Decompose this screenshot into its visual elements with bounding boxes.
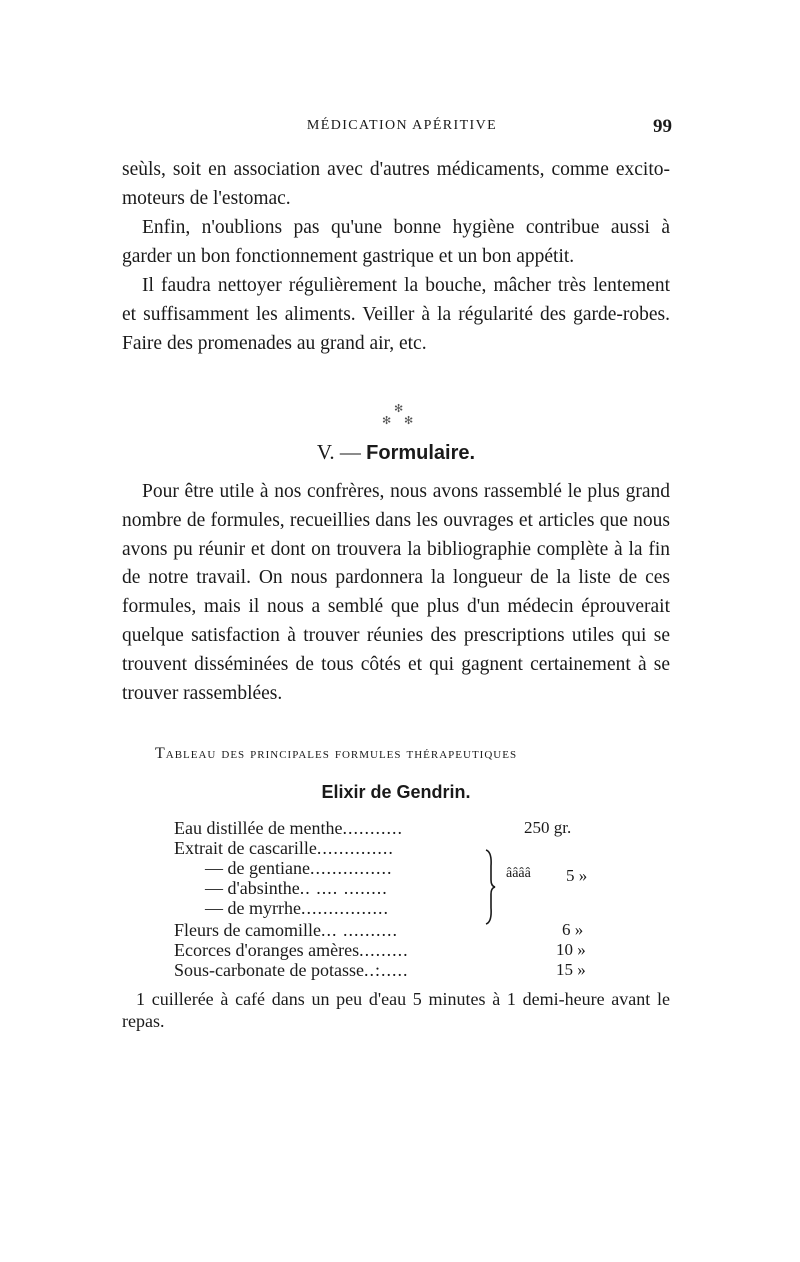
page-header <box>122 118 682 142</box>
paragraph-1: seùls, soit en association avec d'autres médicaments, comme excito-moteurs de l'estomac. <box>122 159 670 209</box>
ingredient-row <box>205 858 392 878</box>
section-separator-asterism: ✻ ✻ ✻ <box>382 403 414 427</box>
ingredient-quantity: 15 » <box>556 960 586 979</box>
leader-dots: ..:..... <box>363 960 409 980</box>
leader-dots: ................ <box>300 898 389 918</box>
ingredient-name: Fleurs de camomille <box>174 920 321 940</box>
page-number: 99 <box>653 116 672 137</box>
ingredient-name: — de myrrhe <box>205 898 301 918</box>
dosage-note: 1 cuillerée à café dans un peu d'eau 5 minutes à 1 demi-heure avant le repas. <box>122 989 670 1031</box>
section-title: Formulaire. <box>366 442 476 464</box>
section-number: V. — <box>316 440 361 464</box>
ingredient-row <box>174 920 398 940</box>
formula-name: Elixir de Gendrin. <box>321 782 471 802</box>
running-title: MÉDICATION APÉRITIVE <box>306 118 498 133</box>
paragraph-2: Enfin, n'oublions pas qu'une bonne hygiène contribue aussi à garder un bon fonctionnement gastrique et un bon appétit. <box>122 217 670 267</box>
ingredient-row <box>205 898 389 918</box>
paragraph-3: Il faudra nettoyer régulièrement la bouche, mâcher très lentement et suffisamment les aliments. Veiller à la régularité des garde-robes. Faire des promenades au grand air, etc. <box>122 275 670 354</box>
leader-dots: ... .......... <box>320 920 398 940</box>
ingredient-row <box>174 940 409 960</box>
ingredient-row <box>174 818 403 838</box>
ingredient-row <box>174 960 408 980</box>
leader-dots: .. .... ........ <box>299 878 388 898</box>
leader-dots: ......... <box>359 940 409 960</box>
grouped-quantity: 5 » <box>566 866 588 885</box>
ingredient-name: Sous-carbonate de potasse <box>174 960 364 980</box>
ingredient-row <box>205 878 388 898</box>
ingredient-name: — de gentiane <box>205 858 310 878</box>
grouped-quantity-label: ââââ <box>506 866 531 881</box>
ingredient-name: Ecorces d'oranges amères <box>174 940 360 960</box>
leader-dots: .............. <box>316 838 394 858</box>
table-title: Tableau des principales formules thérapeutiques <box>155 745 518 762</box>
ingredient-row <box>174 838 394 858</box>
ingredient-quantity: 250 gr. <box>524 818 572 837</box>
ingredient-quantity: 10 » <box>556 940 586 959</box>
ingredient-quantity: 6 » <box>562 920 584 939</box>
leader-dots: ............... <box>309 858 393 878</box>
section-paragraph: Pour être utile à nos confrères, nous avons rassemblé le plus grand nombre de formules, recueillies dans les ouvrages et articles que nous avons pu réunir et dont on trouvera la bibliographie complète à la fin de notre travail. On nous pardonnera la longueur de la liste de ces formules, mais il nous a semblé que plus d'un médecin éprouverait quelque satisfaction à trouver réunies des prescriptions utiles qui se trouvent disséminées de tous côtés et qui gagnent certainement à se trouver rassemblées. <box>122 481 670 704</box>
ingredient-name: Eau distillée de menthe <box>174 818 343 838</box>
ingredient-name: Extrait de cascarille <box>174 838 317 858</box>
section-heading <box>122 440 670 465</box>
leader-dots: ........... <box>342 818 403 838</box>
grouping-brace <box>484 848 496 926</box>
ingredient-name: — d'absinthe <box>205 878 300 898</box>
